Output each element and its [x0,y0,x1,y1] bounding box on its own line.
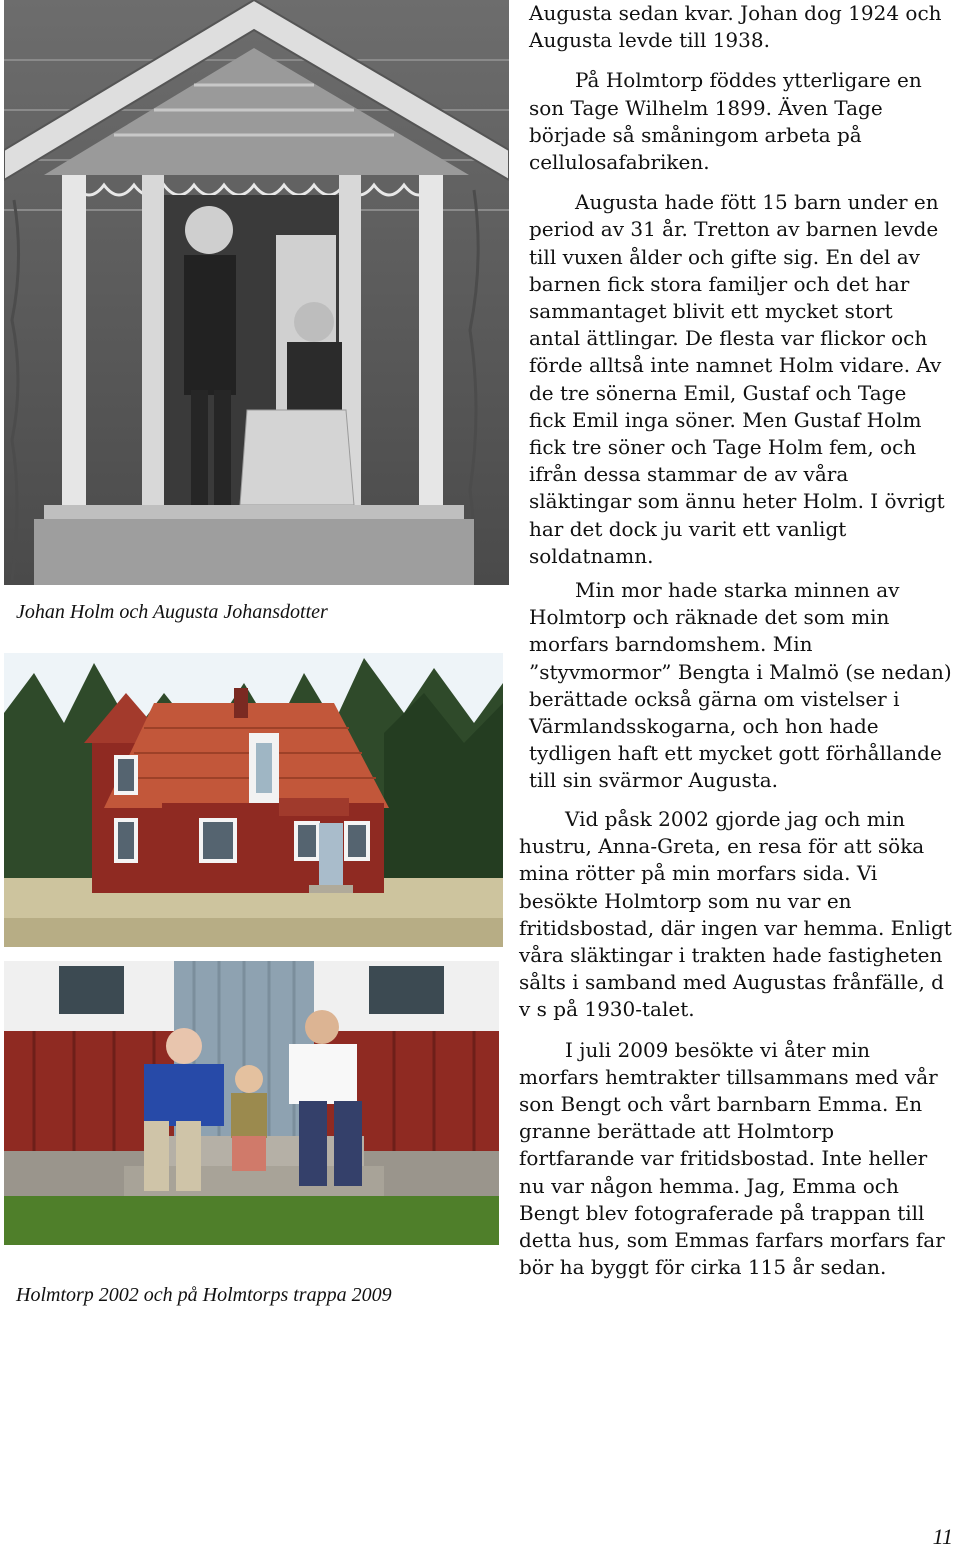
text-column-middle [529,577,953,795]
text-column-top [529,0,949,570]
page-number: 11 [932,1524,953,1549]
family-on-stairs-photo [4,961,499,1245]
text-column-bottom [519,806,953,1281]
paragraph-5: Vid påsk 2002 gjorde jag och min hustru, Anna-Greta, en resa för att söka mina rötter på min morfars sida. Vi besökte Holmtorp som nu var en fritidsbostad, där ingen var hemma. Enligt våra släktingar i trakten hade fastigheten sålts i samband med Augustas frånfälle, d v s på 1930-talet. [519,807,952,1022]
house-photo-caption: Holmtorp 2002 och på Holmtorps trappa 2009 [16,1284,392,1306]
porch-portrait-photo [4,0,509,585]
paragraph-2: På Holmtorp föddes ytterligare en son Tage Wilhelm 1899. Även Tage började så småningom arbeta på cellulosafabriken. [529,68,922,175]
red-house-photo [4,653,503,947]
paragraph-1: Augusta sedan kvar. Johan dog 1924 och Augusta levde till 1938. [529,1,942,53]
porch-photo-caption: Johan Holm och Augusta Johansdotter [16,601,328,623]
paragraph-3: Augusta hade fött 15 barn under en period av 31 år. Tretton av barnen levde till vuxen ålder och gifte sig. En del av barnen fick stora familjer och det har sammantaget blivit ett mycket stort antal ättlingar. De flesta var flickor och förde alltså inte namnet Holm vidare. Av de tre sönerna Emil, Gustaf och Tage fick Emil inga söner. Men Gustaf Holm fick tre söner och Tage Holm fem, och ifrån dessa stammar de av våra släktingar som ännu heter Holm. I övrigt har det dock ju varit ett vanligt soldatnamn. [529,190,945,568]
paragraph-4: Min mor hade starka minnen av Holmtorp och räknade det som min morfars barndomshem. Min ”styvmormor” Bengta i Malmö (se nedan) berättade också gärna om vistelser i Värmlandsskogarna, och hon hade tydligen haft ett mycket gott förhållande till sin svärmor Augusta. [529,578,952,793]
paragraph-6: I juli 2009 besökte vi åter min morfars hemtrakter tillsammans med vår son Bengt och vårt barnbarn Emma. En granne berättade att Holmtorp fortfarande var fritidsbostad. Inte heller nu var någon hemma. Jag, Emma och Bengt blev fotograferade på trappan till detta hus, som Emmas farfars morfars far bör ha byggt för cirka 115 år sedan. [519,1037,945,1280]
